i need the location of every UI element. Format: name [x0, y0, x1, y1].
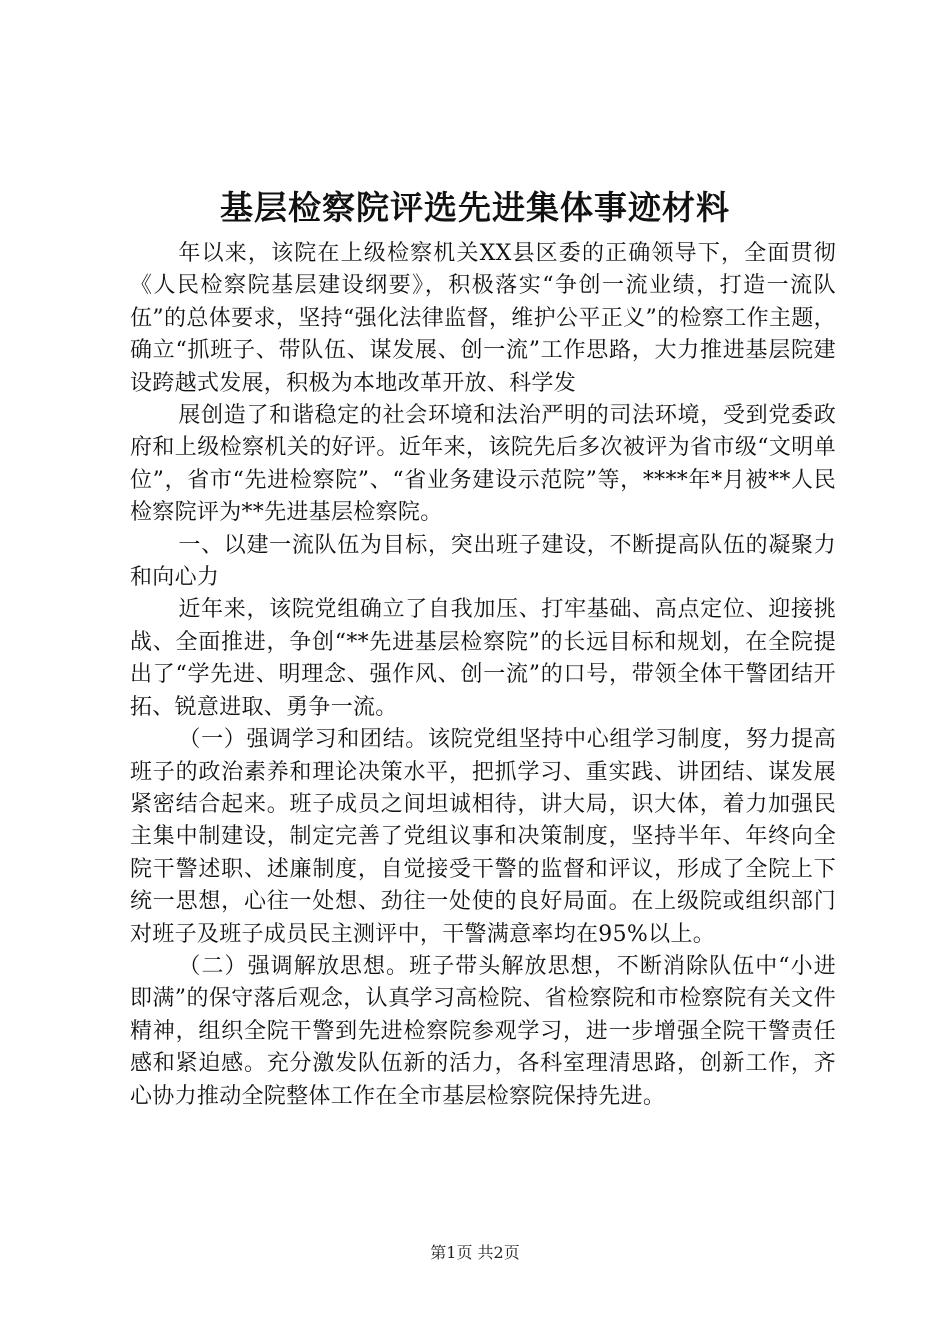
document-body	[130, 238, 836, 1113]
page-number: 第1页 共2页	[430, 1243, 520, 1262]
section-heading-1: 一、以建一流队伍为目标，突出班子建设，不断提高队伍的凝聚力和向心力	[130, 532, 836, 591]
paragraph-emancipate-mind: （二）强调解放思想。班子带头解放思想，不断消除队伍中“小进即满”的保守落后观念，认真学习高检院、省检察院和市检察院有关文件精神，组织全院干警到先进检察院参观学习，进一步增强全院干警责任感和紧迫感。充分激发队伍新的活力，各科室理清思路，创新工作，齐心协力推动全院整体工作在全市基层检察院保持先进。	[130, 953, 836, 1109]
paragraph-goals: 近年来，该院党组确立了自我加压、打牢基础、高点定位、迎接挑战、全面推进，争创“**先进基层检察院”的长远目标和规划，在全院提出了“学先进、明理念、强作风、创一流”的口号，带领全体干警团结开拓、锐意进取、勇争一流。	[130, 597, 836, 720]
paragraph-honors: 展创造了和谐稳定的社会环境和法治严明的司法环境，受到党委政府和上级检察机关的好评。近年来，该院先后多次被评为省市级“文明单位”，省市“先进检察院”、“省业务建设示范院”等，****年*月被**人民检察院评为**先进基层检察院。	[130, 403, 836, 526]
paragraph-study-unity: （一）强调学习和团结。该院党组坚持中心组学习制度，努力提高班子的政治素养和理论决策水平，把抓学习、重实践、讲团结、谋发展紧密结合起来。班子成员之间坦诚相待，讲大局，识大体，着力加强民主集中制建设，制定完善了党组议事和决策制度，坚持半年、年终向全院干警述职、述廉制度，自觉接受干警的监督和评议，形成了全院上下统一思想，心往一处想、劲往一处使的良好局面。在上级院或组织部门对班子及班子成员民主测评中，干警满意率均在95%以上。	[130, 727, 836, 947]
paragraph-intro: 年以来，该院在上级检察机关XX县区委的正确领导下，全面贯彻《人民检察院基层建设纲要》，积极落实“争创一流业绩，打造一流队伍”的总体要求，坚持“强化法律监督，维护公平正义”的检察工作主题，确立“抓班子、带队伍、谋发展、创一流”工作思路，大力推进基层院建设跨越式发展，积极为本地改革开放、科学发	[130, 241, 836, 396]
document-title: 基层检察院评选先进集体事迹材料	[220, 188, 730, 227]
